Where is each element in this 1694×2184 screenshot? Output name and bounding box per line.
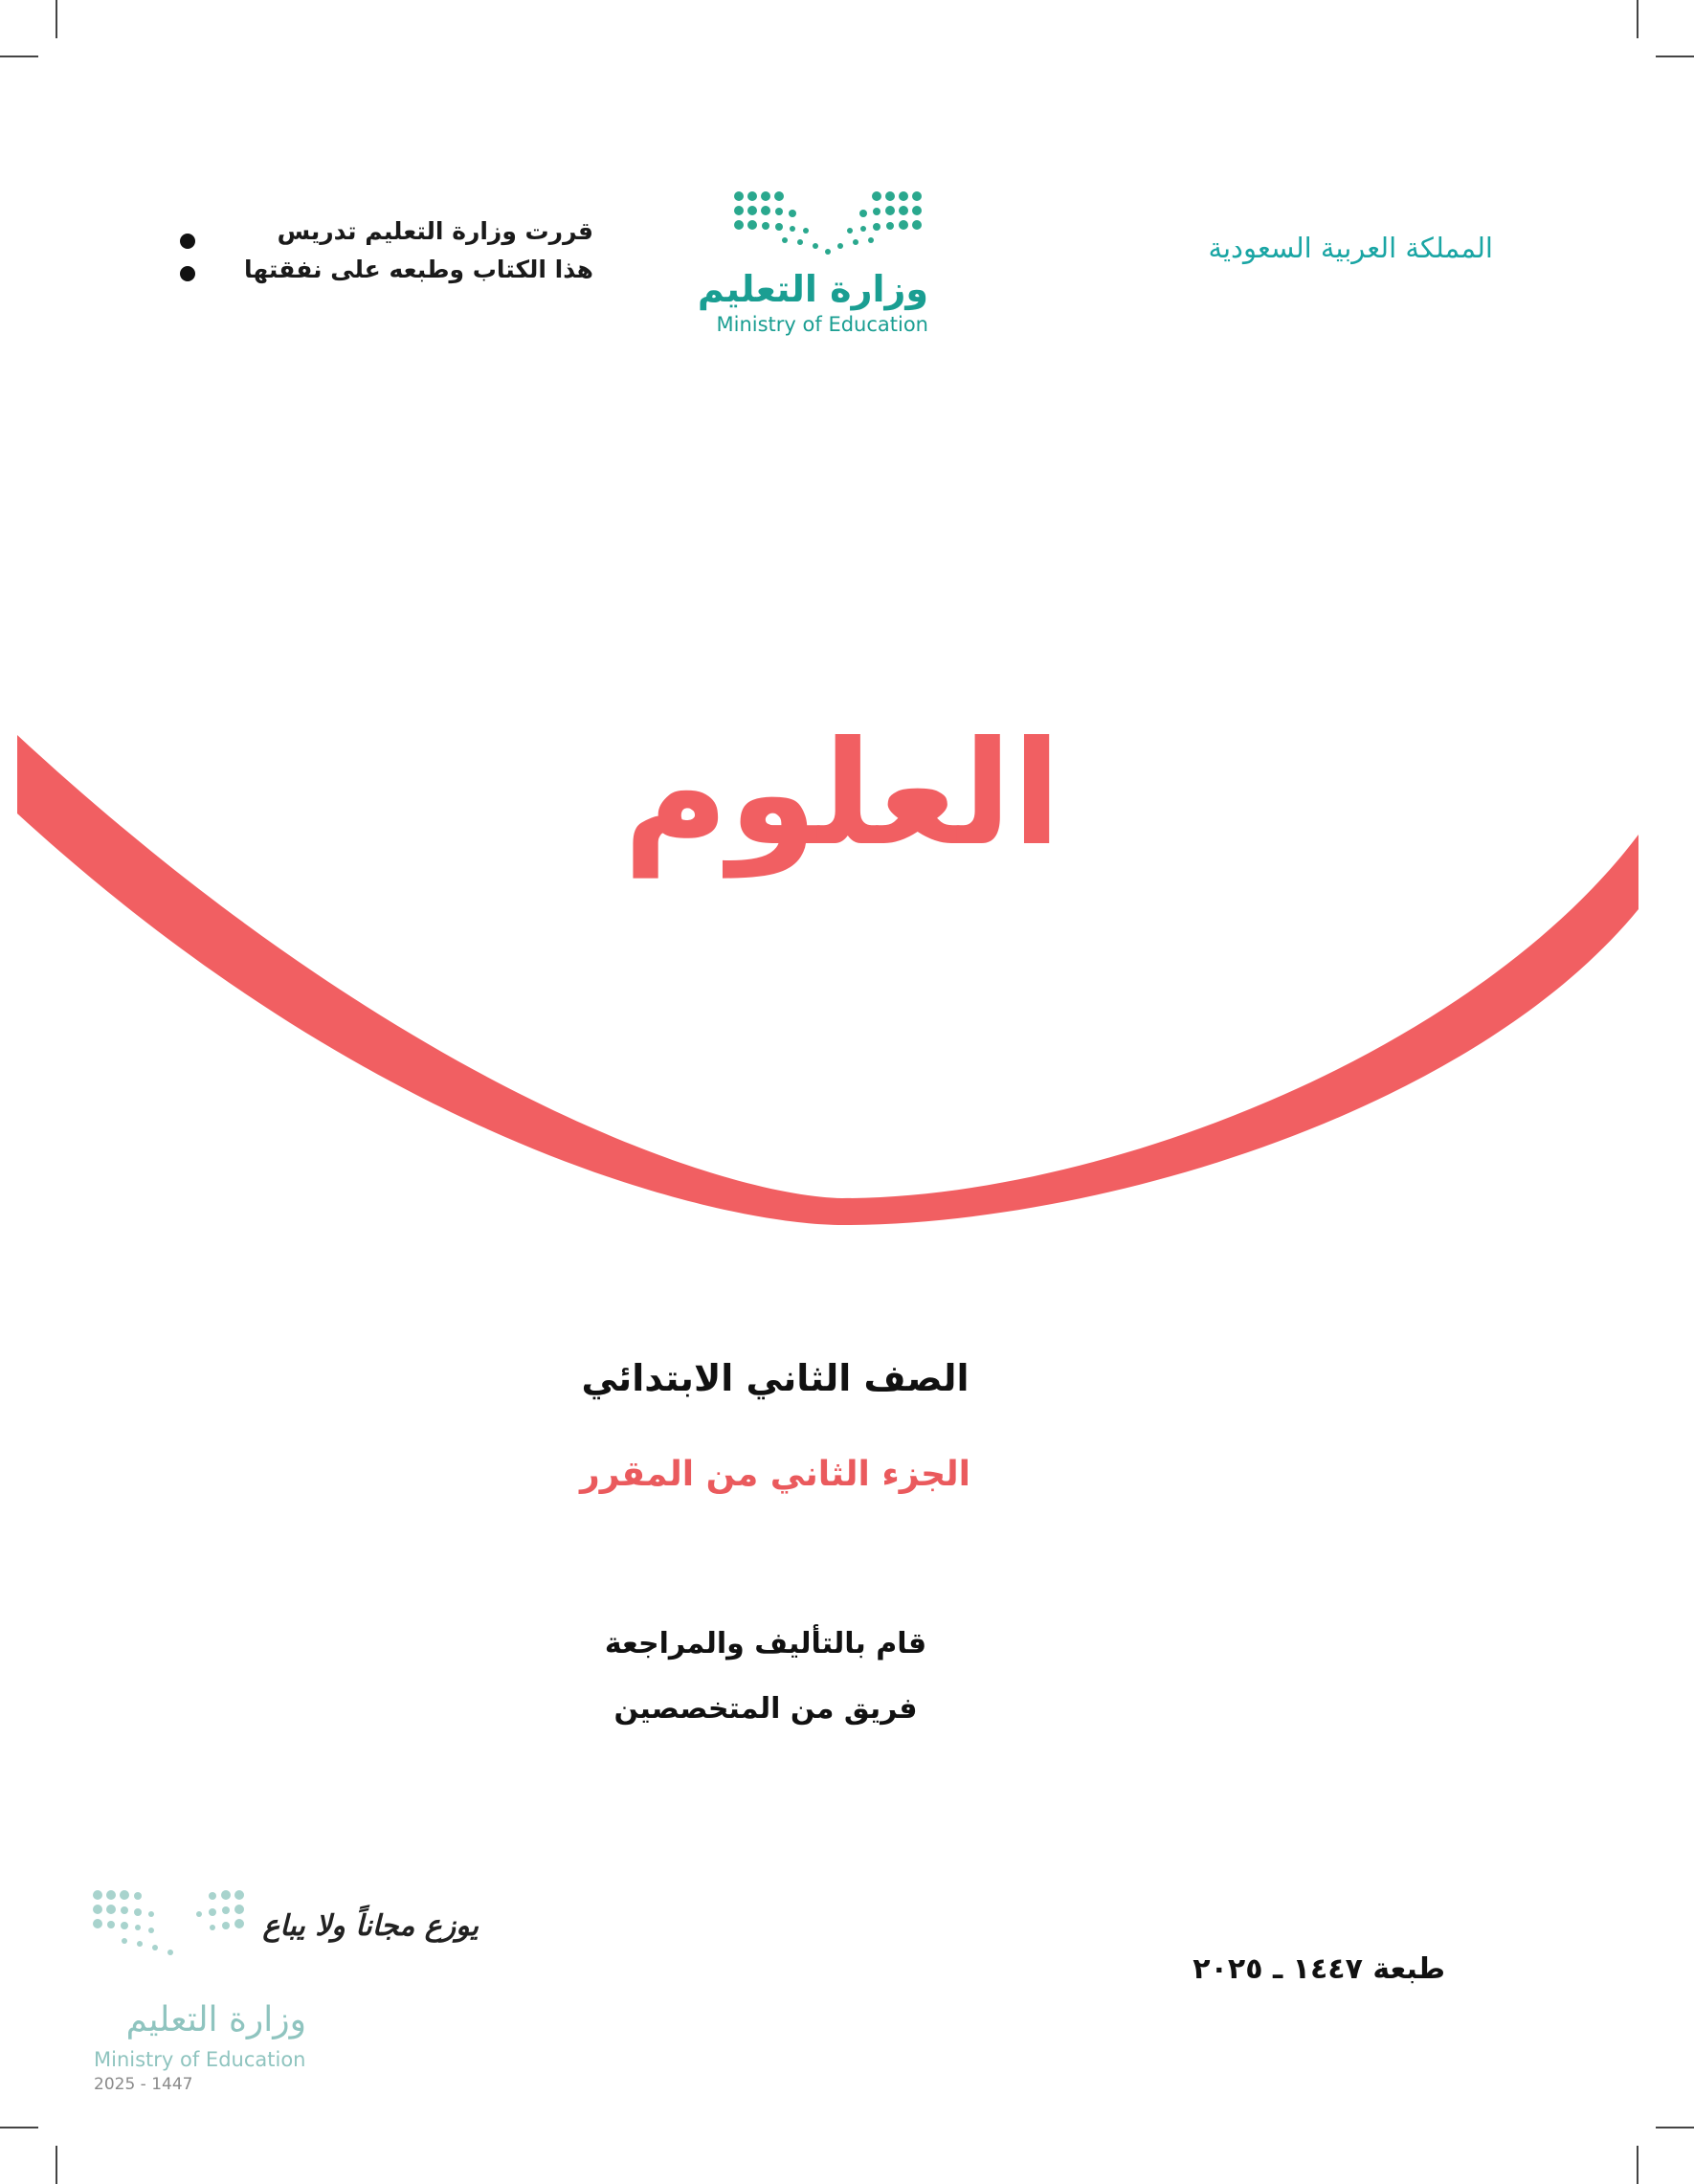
- ministry-dots-logo-icon: [727, 187, 928, 263]
- author-team: فريق من المتخصصين: [613, 1692, 918, 1726]
- grade-level: الصف الثاني الابتدائي: [581, 1357, 970, 1399]
- approval-line-1: قررت وزارة التعليم تدريس: [277, 217, 593, 245]
- authored-by-label: قام بالتأليف والمراجعة: [604, 1627, 927, 1660]
- kingdom-name: المملكة العربية السعودية: [1208, 232, 1493, 264]
- bullet-dot-icon: [180, 234, 195, 249]
- ministry-name-arabic: وزارة التعليم: [697, 268, 928, 310]
- crop-mark: [1637, 2146, 1638, 2184]
- ministry-logo-top: [670, 182, 957, 345]
- crop-mark: [1656, 2127, 1694, 2128]
- ministry-name-english: Ministry of Education: [94, 2048, 306, 2071]
- bullet-dot-icon: [180, 266, 195, 281]
- edition-year: طبعة ١٤٤٧ ـ ٢٠٢٥: [1192, 1952, 1445, 1986]
- crop-mark: [56, 0, 57, 38]
- crop-mark: [1637, 0, 1638, 38]
- crop-mark: [0, 2127, 38, 2128]
- ministry-year: 2025 - 1447: [94, 2075, 193, 2094]
- course-part: الجزء الثاني من المقرر: [580, 1455, 970, 1494]
- approval-statement: [172, 212, 593, 289]
- ministry-logo-bottom: [86, 1876, 488, 2106]
- ministry-name-arabic: وزارة التعليم: [125, 2000, 306, 2039]
- crop-mark: [0, 56, 38, 57]
- ministry-dots-logo-icon: [86, 1885, 258, 1972]
- crop-mark: [56, 2146, 57, 2184]
- free-distribution-note: يوزع مجاناً ولا يباع: [262, 1909, 479, 1943]
- book-title: العلوم: [623, 711, 1061, 878]
- approval-line-2: هذا الكتاب وطبعه على نفقتها: [244, 256, 593, 283]
- crop-mark: [1656, 56, 1694, 57]
- ministry-name-english: Ministry of Education: [716, 313, 928, 336]
